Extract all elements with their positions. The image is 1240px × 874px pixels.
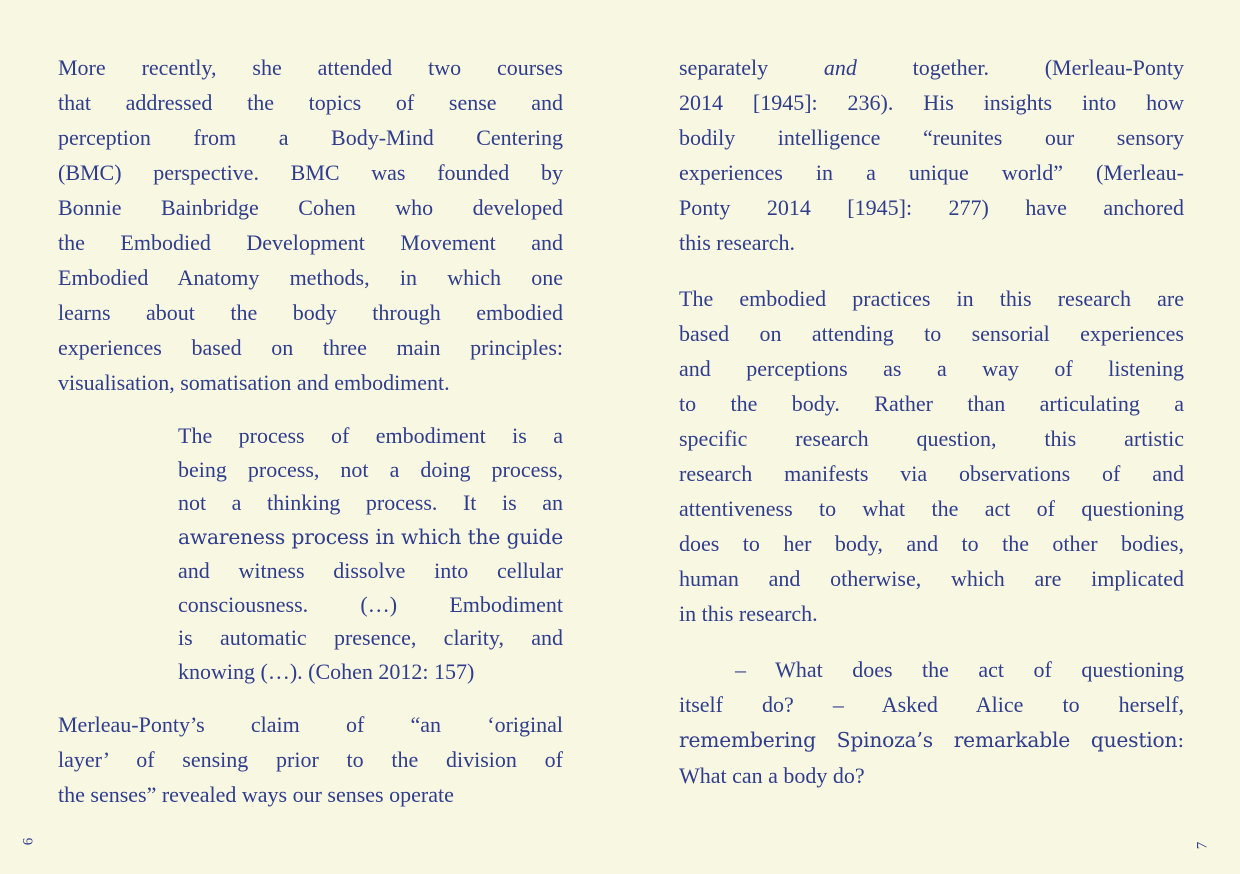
text-run: together. (Merleau-Ponty bbox=[856, 55, 1184, 80]
text-run: itself do? – Asked Alice to herself, bbox=[679, 692, 1184, 717]
text-run: Bonnie Bainbridge Cohen who developed bbox=[58, 195, 563, 220]
text-run: does to her body, and to the other bodies, bbox=[679, 531, 1184, 556]
text-run: (BMC) perspective. BMC was founded by bbox=[58, 160, 563, 185]
text-run: learns about the body through embodied bbox=[58, 300, 563, 325]
text-line bbox=[679, 281, 1184, 316]
text-line bbox=[679, 456, 1184, 491]
text-run: based on attending to sensorial experiences bbox=[679, 321, 1184, 346]
right-column bbox=[679, 50, 1184, 814]
text-run: and bbox=[823, 55, 857, 80]
text-run: is automatic presence, clarity, and bbox=[178, 625, 563, 650]
text-run: this research. bbox=[679, 230, 796, 255]
text-run: Merleau-Ponty’s claim of “an ‘original bbox=[58, 712, 563, 737]
text-run: remembering Spinoza’s remarkable question: bbox=[679, 728, 1184, 752]
text-run: that addressed the topics of sense and bbox=[58, 90, 563, 115]
text-line bbox=[679, 155, 1184, 190]
text-line bbox=[679, 225, 1184, 260]
text-line bbox=[178, 588, 563, 622]
text-line bbox=[58, 155, 563, 190]
page-number-left: 6 bbox=[20, 837, 37, 846]
text-line bbox=[178, 520, 563, 555]
text-run: More recently, she attended two courses bbox=[58, 55, 563, 80]
text-line bbox=[679, 561, 1184, 596]
text-line bbox=[178, 419, 563, 453]
text-run: What can a body do? bbox=[679, 763, 865, 788]
text-run: awareness process in which the guide bbox=[178, 524, 563, 549]
text-run: 2014 [1945]: 236). His insights into how bbox=[679, 90, 1184, 115]
text-run: the senses” revealed ways our senses operate bbox=[58, 782, 454, 807]
text-line bbox=[178, 554, 563, 588]
text-run: consciousness. (…) Embodiment bbox=[178, 591, 563, 617]
left-paragraph-1 bbox=[58, 50, 563, 400]
text-run: being process, not a doing process, bbox=[178, 456, 563, 482]
text-line bbox=[58, 190, 563, 225]
text-run: perception from a Body-Mind Centering bbox=[58, 125, 563, 150]
text-line bbox=[679, 758, 1184, 793]
text-line bbox=[58, 742, 563, 777]
text-line bbox=[679, 491, 1184, 526]
text-line bbox=[679, 351, 1184, 386]
text-line bbox=[178, 486, 563, 520]
text-line bbox=[58, 120, 563, 155]
text-line bbox=[679, 722, 1184, 758]
text-line bbox=[679, 85, 1184, 120]
left-column bbox=[58, 50, 563, 831]
text-run: specific research question, this artistic bbox=[679, 426, 1184, 451]
text-line bbox=[679, 526, 1184, 561]
blockquote-cohen bbox=[178, 419, 563, 688]
text-run: not a thinking process. It is an bbox=[178, 490, 563, 515]
text-run: bodily intelligence “reunites our sensory bbox=[679, 125, 1184, 150]
text-line bbox=[58, 330, 563, 365]
text-line bbox=[679, 190, 1184, 225]
text-run: The embodied practices in this research are bbox=[679, 286, 1184, 311]
text-line bbox=[58, 225, 563, 260]
text-run: separately bbox=[679, 55, 824, 80]
text-run: and witness dissolve into cellular bbox=[178, 558, 563, 583]
text-line bbox=[679, 386, 1184, 421]
text-line bbox=[178, 453, 563, 487]
right-paragraph-3 bbox=[679, 652, 1184, 793]
text-line bbox=[679, 316, 1184, 351]
text-run: Embodied Anatomy methods, in which one bbox=[58, 265, 563, 290]
text-line bbox=[58, 50, 563, 85]
text-line bbox=[58, 365, 563, 400]
page-number-right: 7 bbox=[1194, 841, 1211, 850]
text-run: the Embodied Development Movement and bbox=[58, 230, 563, 255]
text-run: visualisation, somatisation and embodiment. bbox=[58, 370, 450, 395]
text-line bbox=[679, 596, 1184, 631]
text-line bbox=[58, 260, 563, 295]
text-run: layer’ of sensing prior to the division of bbox=[58, 747, 563, 772]
text-run: in this research. bbox=[679, 601, 818, 626]
text-line bbox=[58, 777, 563, 812]
text-run: knowing (…). (Cohen 2012: 157) bbox=[178, 658, 475, 684]
text-line bbox=[178, 621, 563, 655]
text-line bbox=[178, 655, 563, 689]
text-run: to the body. Rather than articulating a bbox=[679, 391, 1184, 416]
text-run: Ponty 2014 [1945]: 277) have anchored bbox=[679, 195, 1184, 220]
text-line bbox=[58, 295, 563, 330]
text-run: – What does the act of questioning bbox=[735, 657, 1184, 682]
right-paragraph-2 bbox=[679, 281, 1184, 631]
text-run: research manifests via observations of and bbox=[679, 461, 1184, 486]
text-run: The process of embodiment is a bbox=[178, 423, 563, 448]
text-run: attentiveness to what the act of questioning bbox=[679, 496, 1184, 521]
text-line bbox=[58, 707, 563, 742]
text-run: experiences in a unique world” (Merleau- bbox=[679, 160, 1184, 185]
text-line bbox=[679, 120, 1184, 155]
text-line bbox=[679, 687, 1184, 722]
text-line bbox=[58, 85, 563, 120]
text-run: and perceptions as a way of listening bbox=[679, 356, 1184, 381]
text-run: experiences based on three main principles: bbox=[58, 335, 563, 360]
left-paragraph-2 bbox=[58, 707, 563, 812]
text-run: human and otherwise, which are implicated bbox=[679, 566, 1184, 591]
text-line bbox=[679, 421, 1184, 456]
text-line bbox=[679, 652, 1184, 687]
right-paragraph-1 bbox=[679, 50, 1184, 260]
text-line bbox=[679, 50, 1184, 85]
